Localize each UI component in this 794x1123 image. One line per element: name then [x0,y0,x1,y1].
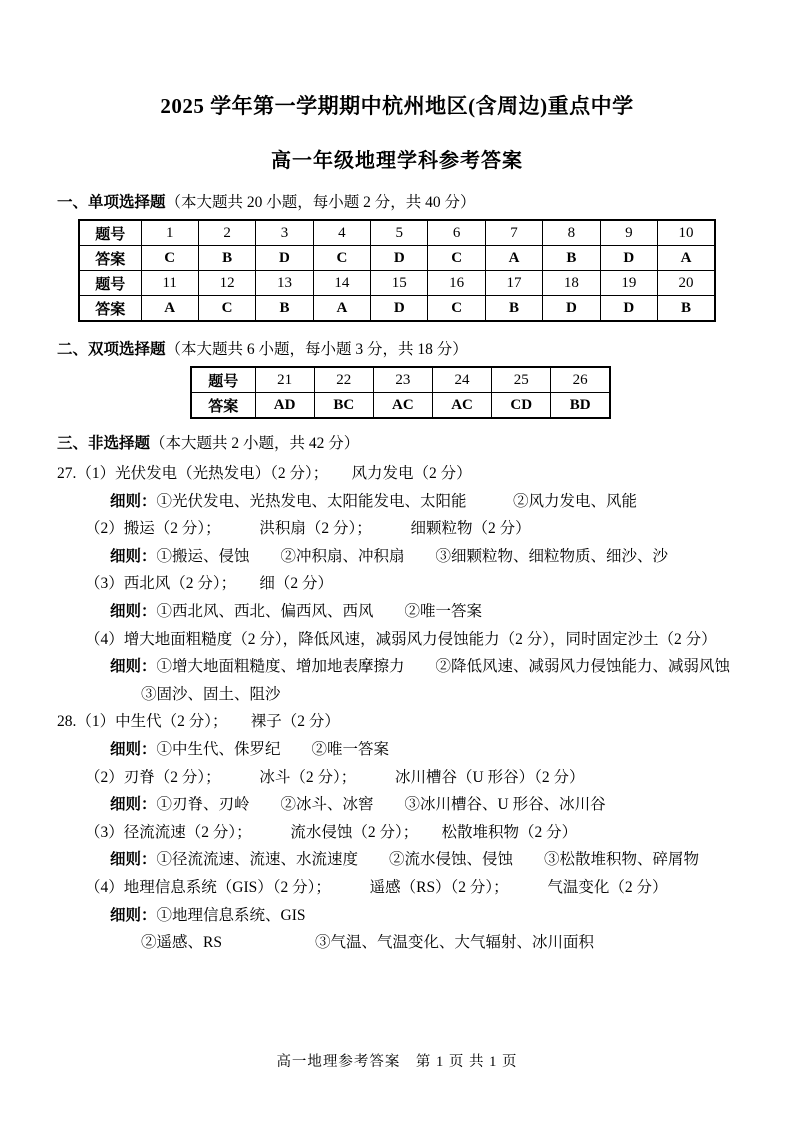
detail-rule-label: 细则： [110,906,157,924]
answer-line [141,681,737,709]
answer-cell: BD [551,393,610,419]
answer-cell: C [141,246,198,271]
answer-table-row [79,296,715,322]
answer-cell: B [485,296,542,322]
row-header-cell: 题号 [79,271,141,296]
row-header-cell: 题号 [191,367,255,393]
detail-rule-label: 细则： [110,602,157,620]
answer-text: ②遥感、RS ③气温、气温变化、大气辐射、冰川面积 [141,934,594,952]
detail-rule-label: 细则： [110,851,157,869]
answer-line [85,819,737,847]
question-number-cell: 2 [198,220,255,246]
answer-cell: A [141,296,198,322]
question-number-cell: 1 [141,220,198,246]
answer-text: （3）西北风（2 分）； 细（2 分） [85,575,334,593]
answer-line [110,653,737,681]
answer-text: 28.（1）中生代（2 分）； 裸子（2 分） [57,713,340,731]
section3-heading-note: （本大题共 2 小题，共 42 分） [150,435,360,452]
answer-line [110,736,737,764]
section1-heading-note: （本大题共 20 小题，每小题 2 分，共 40 分） [165,194,476,211]
answer-line [110,791,737,819]
question-number-cell: 3 [256,220,313,246]
answer-text: ③固沙、固土、阻沙 [141,685,281,703]
detail-rule-label: 细则： [110,547,157,565]
question-number-cell: 11 [141,271,198,296]
question-number-cell: 6 [428,220,485,246]
question-number-cell: 5 [371,220,428,246]
question-number-cell: 17 [485,271,542,296]
answer-line [85,764,737,792]
answer-text: （2）刃脊（2 分）； 冰斗（2 分）； 冰川槽谷（U 形谷）（2 分） [85,768,585,786]
answer-text: ①径流流速、流速、水流速度 ②流水侵蚀、侵蚀 ③松散堆积物、碎屑物 [156,851,700,869]
question-number-cell: 13 [256,271,313,296]
detail-rule-label: 细则： [110,492,157,510]
question-number-cell: 15 [371,271,428,296]
answer-cell: A [485,246,542,271]
section1-heading-label: 一、单项选择题 [57,194,166,211]
answer-table-row [79,246,715,271]
answer-text: （3）径流流速（2 分）； 流水侵蚀（2 分）； 松散堆积物（2 分） [85,823,578,841]
answer-cell: D [371,296,428,322]
answer-cell: D [256,246,313,271]
answer-text: 27.（1）光伏发电（光热发电）（2 分）； 风力发电（2 分） [57,465,472,482]
answer-cell: D [600,246,657,271]
double-choice-table-body [191,367,610,418]
section2-heading [57,337,737,359]
section1-heading [57,190,737,212]
answer-cell: A [658,246,715,271]
answer-line [110,902,737,930]
section3-heading [57,431,737,453]
answer-cell: C [428,296,485,322]
question-number-cell: 22 [314,367,373,393]
answer-cell: B [543,246,600,271]
answer-line [110,543,737,571]
detail-rule-label: 细则： [110,740,157,758]
document-title: 2025 学年第一学期期中杭州地区(含周边)重点中学 [160,94,634,118]
answer-cell: AC [432,393,491,419]
question-number-cell: 7 [485,220,542,246]
question-number-cell: 8 [543,220,600,246]
answer-line [110,598,737,626]
question-number-cell: 18 [543,271,600,296]
question-number-cell: 10 [658,220,715,246]
question-number-cell: 4 [313,220,370,246]
answer-cell: C [428,246,485,271]
question-number-cell: 23 [373,367,432,393]
question-number-cell: 14 [313,271,370,296]
answer-cell: B [256,296,313,322]
question-number-cell: 16 [428,271,485,296]
answer-cell: D [600,296,657,322]
answer-cell: AC [373,393,432,419]
answer-text: ①西北风、西北、偏西风、西风 ②唯一答案 [156,602,483,620]
answer-text: ①地理信息系统、GIS [156,906,306,924]
detail-rule-label: 细则： [110,796,157,814]
answer-text: ①增大地面粗糙度、增加地表摩擦力 ②降低风速、减弱风力侵蚀能力、减弱风蚀 [156,658,731,676]
answer-line [110,488,737,516]
answer-line [57,708,737,736]
detail-rule-label: 细则： [110,658,157,676]
answer-table-row [191,367,610,393]
non-choice-answer-lines [57,460,737,957]
answer-text: ①中生代、侏罗纪 ②唯一答案 [156,740,390,758]
question-number-cell: 25 [492,367,551,393]
answer-cell: B [658,296,715,322]
answer-cell: C [313,246,370,271]
single-choice-table-body [79,220,715,321]
page-footer: 高一地理参考答案 第 1 页 共 1 页 [276,1054,518,1070]
answer-line [141,929,737,957]
row-header-cell: 答案 [79,296,141,322]
section2-heading-note: （本大题共 6 小题，每小题 3 分，共 18 分） [165,341,468,358]
question-number-cell: 24 [432,367,491,393]
answer-text: ①搬运、侵蚀 ②冲积扇、冲积扇 ③细颗粒物、细粒物质、细沙、沙 [156,547,669,565]
answer-cell: CD [492,393,551,419]
answer-table-row [79,220,715,246]
section3-heading-label: 三、非选择题 [57,435,151,452]
answer-line [85,874,737,902]
answer-line [110,846,737,874]
row-header-cell: 答案 [191,393,255,419]
answer-table-row [191,393,610,419]
question-number-cell: 26 [551,367,610,393]
double-choice-answer-table [190,366,611,419]
answer-line [85,515,737,543]
answer-cell: BC [314,393,373,419]
single-choice-answer-table [78,219,716,322]
document-subtitle: 高一年级地理学科参考答案 [271,150,523,172]
question-number-cell: 9 [600,220,657,246]
row-header-cell: 题号 [79,220,141,246]
answer-text: （2）搬运（2 分）； 洪积扇（2 分）； 细颗粒物（2 分） [85,520,531,538]
section2-heading-label: 二、双项选择题 [57,341,166,358]
answer-cell: D [543,296,600,322]
row-header-cell: 答案 [79,246,141,271]
question-number-cell: 21 [255,367,314,393]
answer-text: （4）增大地面粗糙度（2 分），降低风速，减弱风力侵蚀能力（2 分），同时固定沙土（2 分） [85,630,717,648]
answer-cell: D [371,246,428,271]
answer-line [57,460,737,488]
answer-table-row [79,271,715,296]
question-number-cell: 20 [658,271,715,296]
question-number-cell: 12 [198,271,255,296]
answer-cell: C [198,296,255,322]
answer-text: ①光伏发电、光热发电、太阳能发电、太阳能 ②风力发电、风能 [156,492,638,510]
answer-cell: B [198,246,255,271]
answer-line [85,570,737,598]
answer-line [85,626,737,654]
answer-text: ①刃脊、刃岭 ②冰斗、冰窖 ③冰川槽谷、U 形谷、冰川谷 [156,796,606,814]
answer-cell: A [313,296,370,322]
answer-cell: AD [255,393,314,419]
answer-text: （4）地理信息系统（GIS）（2 分）； 遥感（RS）（2 分）； 气温变化（2 分） [85,878,668,896]
question-number-cell: 19 [600,271,657,296]
